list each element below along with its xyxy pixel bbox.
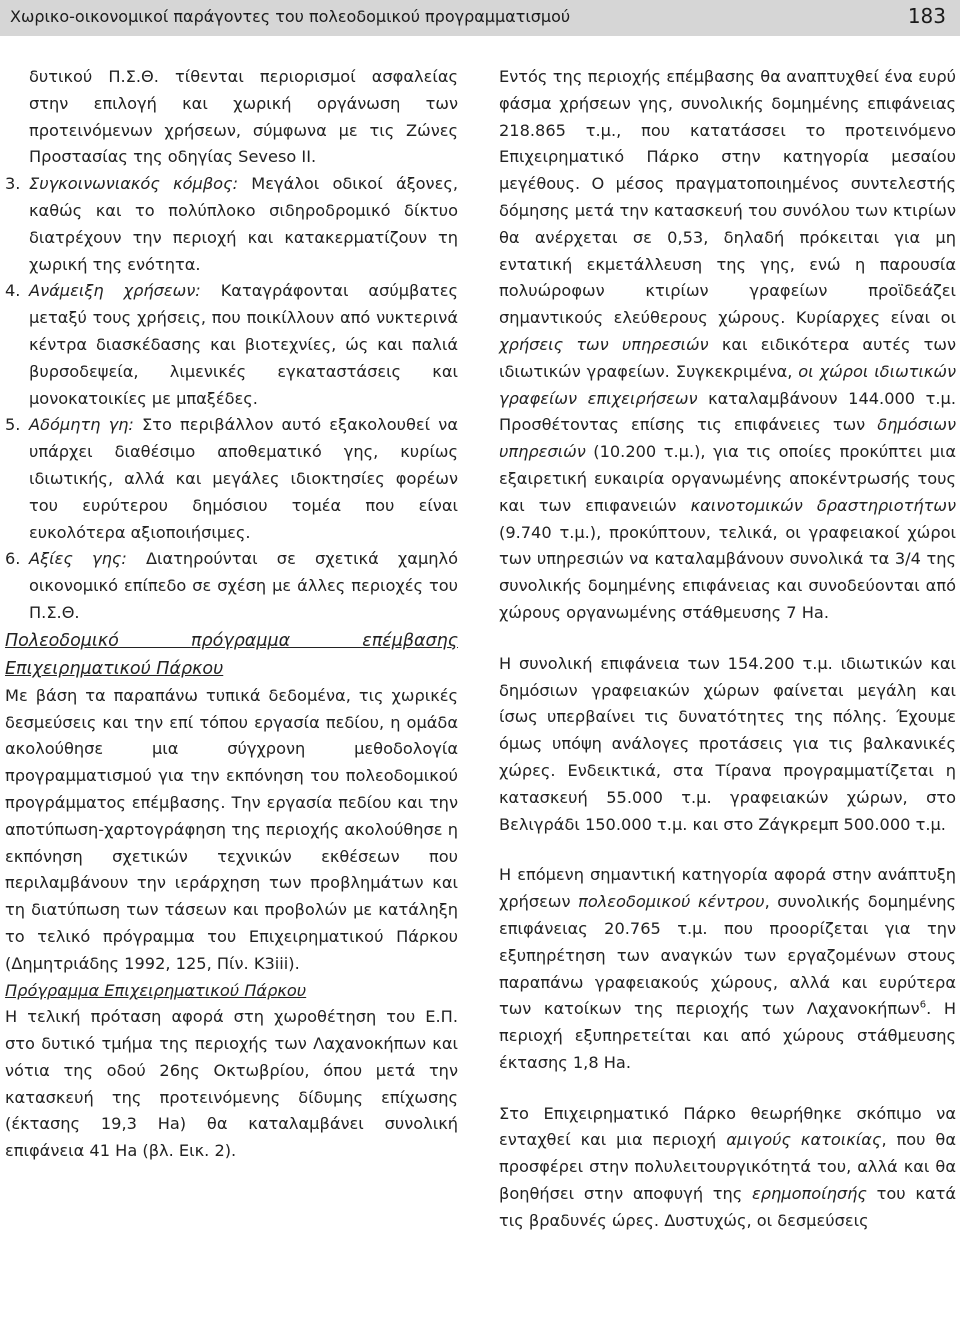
list-item (5, 412, 458, 546)
body-paragraph: Η τελική πρόταση αφορά στη χωροθέτηση του Ε.Π. στο δυτικό τμήμα της περιοχής των Λαχανοκήπων και νότια της οδού 26ης Οκτωβρίου, όπου μετά την κατασκευή της προτεινόμενης δίδυμης επίχωσης (έκτασης 19,3 Ha) θα καταλαμβάνει συνολική επιφάνεια 41 Ha (βλ. Εικ. 2). (5, 1007, 458, 1161)
list-item (5, 278, 458, 412)
running-header (0, 0, 960, 36)
body-paragraph: Στο Επιχειρηματικό Πάρκο θεωρήθηκε σκόπιμο να ενταχθεί και μια περιοχή αμιγούς κατοικίας, που θα προσφέρει στην πολυλειτουργικότητά του, αλλά και θα βοηθήσει στην αποφυγή της ερημοποίησής του κατά τις βραδυνές ώρες. Δυστυχώς, οι δεσμεύσεις (499, 1103, 956, 1230)
list-number: 5. (5, 415, 21, 435)
list-item (5, 546, 458, 626)
emphasis: οι χώροι ιδιωτικών γραφείων επιχειρήσεων (499, 361, 956, 408)
list-item (5, 171, 458, 278)
footnote-marker: 6 (919, 999, 927, 1011)
running-title: Χωρικο-οικονομικοί παράγοντες του πολεοδομικού προγραμματισμού (10, 7, 571, 26)
list-number: 6. (5, 549, 21, 569)
page-number: 183 (907, 4, 946, 28)
list-item-title: Ανάμειξη χρήσεων: (29, 281, 201, 301)
list-item-title: Αδόμητη γη: (29, 415, 134, 435)
list-item-title: Συγκοινωνιακός κόμβος: (29, 174, 239, 194)
emphasis: δημόσιων υπηρεσιών (499, 415, 956, 462)
list-item-title: Αξίες γης: (29, 549, 127, 569)
emphasis: χρήσεις των υπηρεσιών (499, 334, 709, 354)
body-paragraph: Η επόμενη σημαντική κατηγορία αφορά στην ανάπτυξη χρήσεων πολεοδομικού κέντρου, συνολικής δομημένης επιφάνειας 20.765 τ.μ. που προορίζεται για την εξυπηρέτηση των αναγκών των εργαζομένων στους παραπάνω γραφειακούς χώρους, αλλά και ευρύτερα των κατοίκων της περιοχής των Λαχανοκήπων$^6$. Η περιοχή εξυπηρετείται και από χώρους στάθμευσης έκτασης 1,8 Ha. (499, 865, 957, 1072)
right-column (499, 64, 956, 1235)
list-number: 4. (5, 281, 21, 301)
emphasis: καινοτομικών δραστηριοτήτων (690, 495, 956, 515)
list-number: 3. (5, 174, 21, 194)
emphasis: ερημοποίησής (752, 1184, 867, 1204)
section-heading: Πολεοδομικό πρόγραμμα επέμβασης Επιχειρηματικού Πάρκου (5, 630, 458, 679)
body-paragraph: Εντός της περιοχής επέμβασης θα αναπτυχθεί ένα ευρύ φάσμα χρήσεων γης, συνολικής δομημένης επιφάνειας 218.865 τ.μ., που κατατάσσει το προτεινόμενο Επιχειρηματικό Πάρκο στην κατηγορία μεσαίου μεγέθους. Ο μέσος πραγματοποιημένος συντελεστής δόμησης μετά την κατασκευή του συνόλου των κτιρίων θα ανέρχεται σε 0,53, δηλαδή πρόκειται για μη εντατική εκμετάλλευση της γης, ενώ η παρουσία πολυώροφων κτιρίων γραφείων προϊδεάζει σημαντικούς ελεύθερους χώρους. Κυρίαρχες είναι οι χρήσεις των υπηρεσιών και ειδικότερα αυτές των ιδιωτικών γραφείων. Συγκεκριμένα, οι χώροι ιδιωτικών γραφείων επιχειρήσεων καταλαμβάνουν 144.000 τ.μ. Προσθέτοντας επίσης τις επιφάνειες των δημόσιων υπηρεσιών (10.200 τ.μ.), για τις οποίες προκύπτει μια εξαιρετική ευκαιρία οργανωμένης αποκέντρωσής τους και των επιφανειών καινοτομικών δραστηριοτήτων (9.740 τ.μ.), προκύπτουν, τελικά, οι γραφειακοί χώροι των υπηρεσιών να καταλαμβάνουν συνολικά τα 3/4 της συνολικής δομημένης επιφάνειας και συνοδεύονται από χώρους οργανωμένης στάθμευσης 7 Ha. (499, 67, 957, 622)
list-item-text: Μεγάλοι οδικοί άξονες, καθώς και το πολύπλοκο σιδηροδρομικό δίκτυο διατρέχουν την περιοχή και κατακερματίζουν τη χωρική της ενότητα. (29, 174, 458, 274)
intro-paragraph: δυτικού Π.Σ.Θ. τίθενται περιορισμοί ασφαλείας στην επιλογή και χωρική οργάνωση των προτεινόμενων χρήσεων, σύμφωνα με τις Ζώνες Προστασίας της οδηγίας Seveso II. (29, 67, 458, 167)
list-item-text: Καταγράφονται ασύμβατες μεταξύ τους χρήσεις, που ποικίλλουν από νυκτερινά κέντρα διασκέδασης και βιοτεχνίες, ώς και παλιά βυρσοδεψεία, λιμενικές εγκαταστάσεις και μονοκατοικίες με μπαξέδες. (29, 281, 458, 408)
emphasis: αμιγούς κατοικίας (726, 1130, 882, 1150)
left-column (5, 64, 458, 1165)
emphasis: πολεοδομικού κέντρου (578, 892, 765, 912)
list-item-text: Διατηρούνται σε σχετικά χαμηλό οικονομικό επίπεδο σε σχέση με άλλες περιοχές του Π.Σ.Θ. (29, 549, 458, 622)
list-item-text: Στο περιβάλλον αυτό εξακολουθεί να υπάρχει διαθέσιμο αποθεματικό γης, κυρίως ιδιωτικής, αλλά και μεγάλες ιδιοκτησίες φορέων του ευρύτερου δημόσιου τομέα που είναι ευκολότερα αξιοποιήσιμες. (29, 415, 459, 542)
body-paragraph: Η συνολική επιφάνεια των 154.200 τ.μ. ιδιωτικών και δημόσιων γραφειακών χώρων φαίνεται μεγάλη και ίσως υπερβαίνει τις δυνατότητες της πόλης. Έχουμε όμως υπόψη ανάλογες προτάσεις για τις βαλκανικές χώρες. Ενδεικτικά, στα Τίρανα προγραμματίζεται η κατασκευή 55.000 τ.μ. γραφειακών χώρων, στο Βελιγράδι 150.000 τ.μ. και στο Ζάγκρεμπ 500.000 τ.μ. (499, 653, 956, 834)
body-paragraph: Με βάση τα παραπάνω τυπικά δεδομένα, τις χωρικές δεσμεύσεις και την επί τόπου εργασία πεδίου, η ομάδα ακολούθησε μια σύγχρονη μεθοδολογία προγραμματισμού για την εκπόνηση του πολεοδομικού προγράμματος επέμβασης. Την εργασία πεδίου και την αποτύπωση-χαρτογράφηση της περιοχής ακολούθησε η εκπόνηση σχετικών τεχνικών εκθέσεων που περιλαμβάνουν την ιεράρχηση των προβλημάτων και τη διατύπωση των τάσεων και προβολών με κατάληξη το τελικό πρόγραμμα του Επιχειρηματικού Πάρκου (Δημητριάδης 1992, 125, Πίν. K3iii). (5, 685, 458, 973)
subsection-heading: Πρόγραμμα Επιχειρηματικού Πάρκου (5, 980, 307, 1000)
